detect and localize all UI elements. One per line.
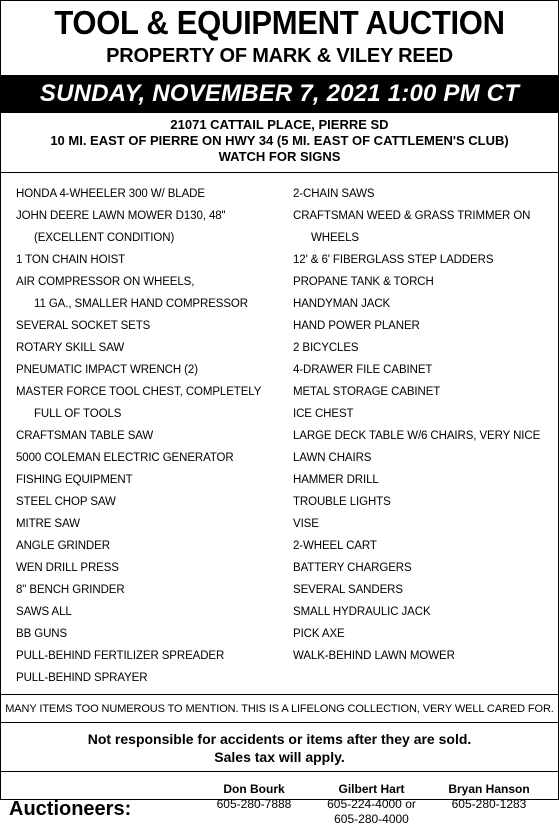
auctioneer-bryan-hanson: [434, 782, 544, 812]
signs-line: WATCH FOR SIGNS: [218, 149, 341, 164]
flyer-title: TOOL & EQUIPMENT AUCTION: [54, 3, 505, 42]
list-item: [293, 469, 558, 491]
divider: [1, 172, 558, 173]
item-text: WEN DRILL PRESS: [16, 562, 119, 574]
list-item: [293, 337, 558, 359]
item-text: BATTERY CHARGERS: [293, 562, 412, 574]
list-item: [293, 315, 558, 337]
auction-date: SUNDAY, NOVEMBER 7, 2021 1:00 PM CT: [39, 80, 520, 107]
item-text-continued: FULL OF TOOLS: [34, 408, 122, 420]
collection-note: MANY ITEMS TOO NUMEROUS TO MENTION. THIS IS A LIFELONG COLLECTION, VERY WELL CARED FOR.: [5, 703, 554, 715]
item-text: FISHING EQUIPMENT: [16, 474, 133, 486]
item-text-continued: WHEELS: [311, 232, 359, 244]
list-item: [16, 557, 293, 579]
item-text: 12' & 6' FIBERGLASS STEP LADDERS: [293, 254, 494, 266]
list-item: [16, 491, 293, 513]
item-text: 8" BENCH GRINDER: [16, 584, 125, 596]
item-text: HAND POWER PLANER: [293, 320, 420, 332]
list-item: [293, 513, 558, 535]
item-text: SEVERAL SANDERS: [293, 584, 403, 596]
auctioneer-gilbert-hart: [309, 782, 434, 827]
auctioneer-name: Bryan Hanson: [448, 782, 530, 796]
item-text: ANGLE GRINDER: [16, 540, 110, 552]
list-item: [293, 249, 558, 271]
item-text: PROPANE TANK & TORCH: [293, 276, 434, 288]
list-item: [293, 381, 558, 403]
auctioneer-phone: 605-224-4000 or 605-280-4000: [327, 797, 416, 826]
list-item: [16, 623, 293, 645]
list-item: [293, 271, 558, 293]
divider: [1, 771, 558, 772]
item-text: 4-DRAWER FILE CABINET: [293, 364, 433, 376]
date-banner: [1, 75, 558, 113]
item-text: 2 BICYCLES: [293, 342, 359, 354]
disclaimer-block: [1, 723, 558, 766]
item-text: CRAFTSMAN WEED & GRASS TRIMMER ON: [293, 210, 531, 222]
item-text: HAMMER DRILL: [293, 474, 379, 486]
auctioneer-name: Don Bourk: [223, 782, 285, 796]
list-item: [16, 469, 293, 491]
auctioneers-label: Auctioneers:: [9, 798, 132, 820]
item-text: VISE: [293, 518, 319, 530]
sales-tax-text: Sales tax will apply.: [214, 749, 345, 765]
list-item: [293, 205, 558, 249]
auctioneer-phone: 605-280-7888: [216, 797, 292, 811]
item-columns: [1, 183, 558, 688]
item-text-continued: (EXCELLENT CONDITION): [34, 232, 175, 244]
item-list-left: [16, 183, 293, 688]
item-text: JOHN DEERE LAWN MOWER D130, 48": [16, 210, 226, 222]
item-text: TROUBLE LIGHTS: [293, 496, 391, 508]
item-text: PNEUMATIC IMPACT WRENCH (2): [16, 364, 198, 376]
list-item: [293, 491, 558, 513]
list-item: [16, 535, 293, 557]
item-text: ROTARY SKILL SAW: [16, 342, 125, 354]
list-item: [293, 447, 558, 469]
item-text-continued: 11 GA., SMALLER HAND COMPRESSOR: [34, 298, 248, 310]
item-text: STEEL CHOP SAW: [16, 496, 116, 508]
list-item: [16, 249, 293, 271]
item-text: HANDYMAN JACK: [293, 298, 391, 310]
item-text: LARGE DECK TABLE W/6 CHAIRS, VERY NICE: [293, 430, 541, 442]
list-item: [16, 447, 293, 469]
directions-line: 10 MI. EAST OF PIERRE ON HWY 34 (5 MI. EAST OF CATTLEMEN'S CLUB): [50, 133, 509, 148]
list-item: [16, 601, 293, 623]
item-list-right: [293, 183, 558, 688]
auctioneer-phone: 605-280-1283: [451, 797, 527, 811]
item-text: AIR COMPRESSOR ON WHEELS,: [16, 276, 195, 288]
list-item: [293, 293, 558, 315]
list-item: [293, 623, 558, 645]
list-item: [293, 601, 558, 623]
list-item: [16, 315, 293, 337]
item-text: 2-WHEEL CART: [293, 540, 377, 552]
list-item: [16, 645, 293, 667]
list-item: [293, 403, 558, 425]
list-item: [16, 579, 293, 601]
item-text: METAL STORAGE CABINET: [293, 386, 441, 398]
location-block: [1, 117, 558, 165]
item-text: 2-CHAIN SAWS: [293, 188, 375, 200]
list-item: [16, 337, 293, 359]
list-item: [16, 205, 293, 249]
item-text: WALK-BEHIND LAWN MOWER: [293, 650, 455, 662]
list-item: [293, 183, 558, 205]
list-item: [16, 667, 293, 689]
flyer-subtitle: PROPERTY OF MARK & VILEY REED: [106, 45, 453, 67]
item-text: MITRE SAW: [16, 518, 80, 530]
item-text: PULL-BEHIND FERTILIZER SPREADER: [16, 650, 225, 662]
item-text: LAWN CHAIRS: [293, 452, 372, 464]
list-item: [293, 645, 558, 667]
item-text: SAWS ALL: [16, 606, 72, 618]
list-item: [16, 513, 293, 535]
list-item: [16, 183, 293, 205]
list-item: [16, 381, 293, 425]
auctioneers-block: [1, 776, 558, 827]
list-item: [293, 535, 558, 557]
item-text: SEVERAL SOCKET SETS: [16, 320, 151, 332]
item-text: PICK AXE: [293, 628, 345, 640]
item-text: BB GUNS: [16, 628, 68, 640]
item-text: 1 TON CHAIN HOIST: [16, 254, 126, 266]
list-item: [293, 557, 558, 579]
item-text: PULL-BEHIND SPRAYER: [16, 672, 148, 684]
disclaimer-text: Not responsible for accidents or items after they are sold.: [87, 731, 472, 747]
address-line: 21071 CATTAIL PLACE, PIERRE SD: [170, 117, 389, 132]
list-item: [293, 359, 558, 381]
list-item: [293, 425, 558, 447]
auctioneer-don-bourk: [199, 782, 309, 812]
list-item: [16, 359, 293, 381]
list-item: [16, 425, 293, 447]
item-text: MASTER FORCE TOOL CHEST, COMPLETELY: [16, 386, 262, 398]
item-text: HONDA 4-WHEELER 300 W/ BLADE: [16, 188, 205, 200]
item-text: SMALL HYDRAULIC JACK: [293, 606, 431, 618]
item-text: 5000 COLEMAN ELECTRIC GENERATOR: [16, 452, 234, 464]
list-item: [16, 271, 293, 315]
auctioneer-name: Gilbert Hart: [338, 782, 405, 796]
item-text: CRAFTSMAN TABLE SAW: [16, 430, 154, 442]
list-item: [293, 579, 558, 601]
item-text: ICE CHEST: [293, 408, 354, 420]
